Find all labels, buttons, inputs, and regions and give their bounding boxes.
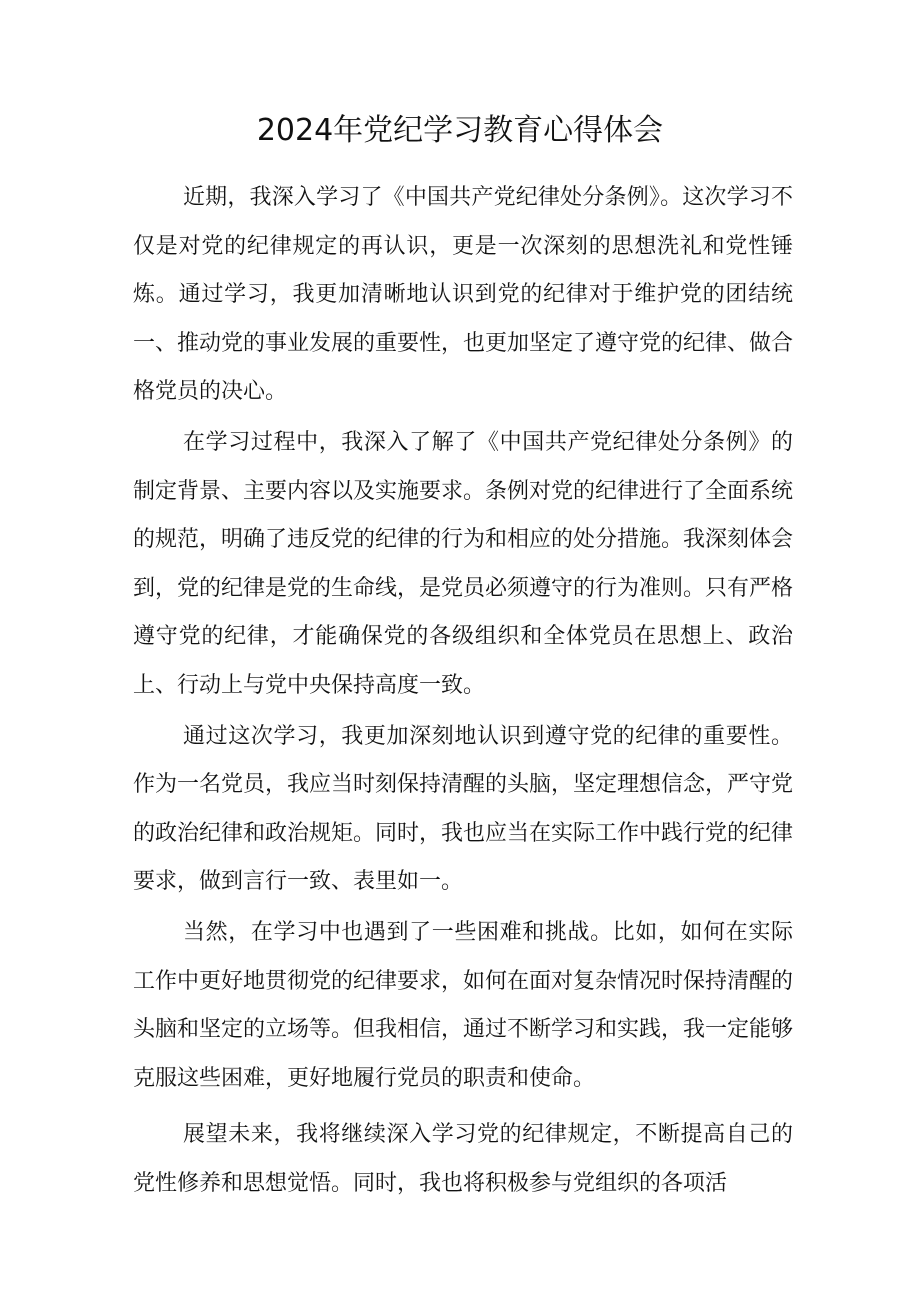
paragraph-5: 展望未来，我将继续深入学习党的纪律规定，不断提高自己的党性修养和思想觉悟。同时，我也将积极参与党组织的各项活 bbox=[133, 1122, 793, 1196]
document-body bbox=[133, 174, 793, 1208]
paragraph-2: 在学习过程中，我深入了解了《中国共产党纪律处分条例》的制定背景、主要内容以及实施要求。条例对党的纪律进行了全面系统的规范，明确了违反党的纪律的行为和相应的处分措施。我深刻体会到，党的纪律是党的生命线，是党员必须遵守的行为准则。只有严格遵守党的纪律，才能确保党的各级组织和全体党员在思想上、政治上、行动上与党中央保持高度一致。 bbox=[133, 429, 794, 698]
paragraph-1: 近期，我深入学习了《中国共产党纪律处分条例》。这次学习不仅是对党的纪律规定的再认识，更是一次深刻的思想洗礼和党性锤炼。通过学习，我更加清晰地认识到党的纪律对于维护党的团结统一、推动党的事业发展的重要性，也更加坚定了遵守党的纪律、做合格党员的决心。 bbox=[133, 185, 794, 405]
paragraph-4: 当然，在学习中也遇到了一些困难和挑战。比如，如何在实际工作中更好地贯彻党的纪律要求，如何在面对复杂情况时保持清醒的头脑和坚定的立场等。但我相信，通过不断学习和实践，我一定能够克服这些困难，更好地履行党员的职责和使命。 bbox=[133, 919, 794, 1091]
document-title: 2024年党纪学习教育心得体会 bbox=[256, 113, 664, 148]
paragraph-3: 通过这次学习，我更加深刻地认识到遵守党的纪律的重要性。作为一名党员，我应当时刻保持清醒的头脑，坚定理想信念，严守党的政治纪律和政治规矩。同时，我也应当在实际工作中践行党的纪律要求，做到言行一致、表里如一。 bbox=[133, 723, 794, 895]
